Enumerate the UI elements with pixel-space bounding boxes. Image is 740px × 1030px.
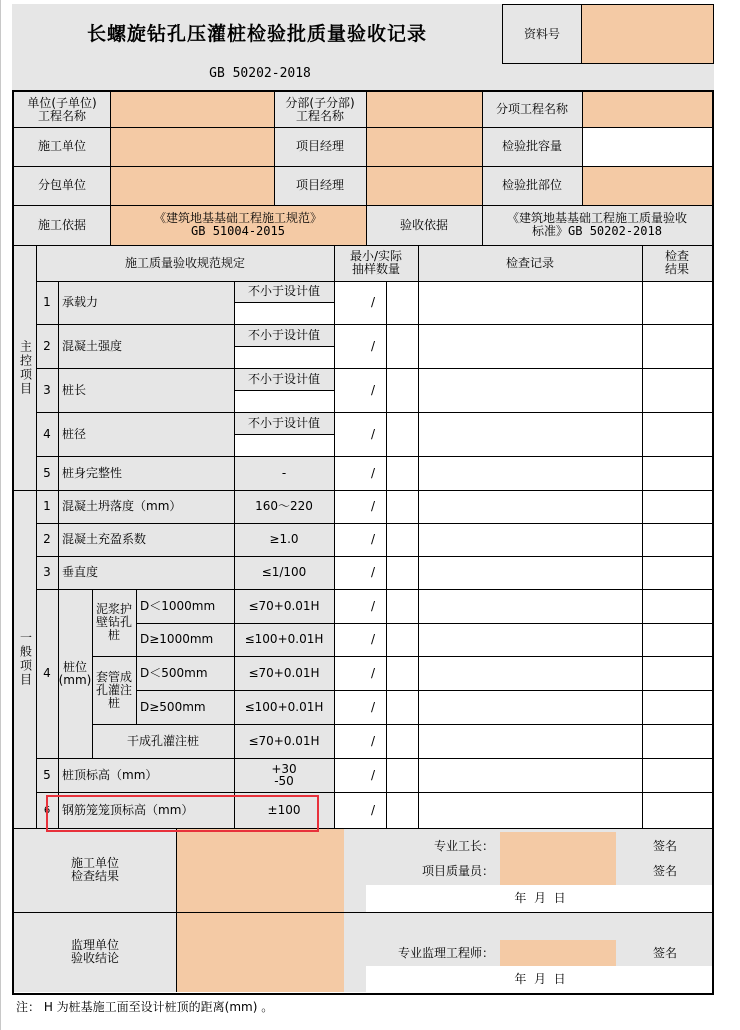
general-item-no: 1 [43,499,51,513]
general-item-name: 钢筋笼笼顶标高（mm） [62,802,194,817]
supervisor-engineer-label: 专业监理工程师： [397,945,494,960]
foreman-signature: 签名 [652,838,677,853]
supervisor-signature: 签名 [652,945,677,960]
general-item-req: 160～220 [255,499,313,513]
header-record: 检查记录 [505,255,554,270]
header-result: 检查 结果 [664,249,689,276]
main-item-name: 承载力 [62,295,99,309]
subcontractor-label: 分包单位 [14,166,110,205]
main-item-req: 不小于设计值 [247,327,320,342]
main-item-no: 3 [43,382,51,397]
general-item-no: 5 [43,767,51,782]
contractor-label: 施工单位 [14,127,110,166]
general-item-no: 3 [43,565,51,579]
supervisor-result-label: 监理单位 验收结论 [14,912,176,992]
division-label: 分部(子分部) 工程名称 [274,92,366,127]
condition-label: D≥500mm [140,699,206,714]
general-item-name: 混凝土坍落度（mm） [62,499,182,513]
general-item-name: 桩顶标高（mm） [62,767,158,782]
group-main: 主控项目 [14,245,36,490]
pm2-label: 项目经理 [274,166,366,205]
header-spec: 施工质量验收规范规定 [124,255,245,270]
group-general: 一般项目 [14,490,36,828]
main-item-value-field[interactable] [234,346,334,368]
supervisor-engineer-field[interactable] [500,940,616,966]
general-item-name: 垂直度 [62,565,99,579]
main-item-name: 桩长 [62,382,87,397]
capacity-field[interactable] [582,127,712,166]
qc-field[interactable] [500,857,616,885]
subitem-label: 分项工程名称 [482,92,582,127]
main-item-name: 桩身完整性 [62,465,123,480]
main-item-req: - [281,465,287,480]
division-field[interactable] [366,92,482,127]
general-item-slash: / [370,699,376,714]
acceptance-label: 验收依据 [366,205,482,245]
pile-position-label: 桩位 (mm) [58,659,92,687]
location-label: 检验批部位 [482,166,582,205]
subcontractor-field[interactable] [110,166,274,205]
main-item-slash: / [370,338,376,353]
main-item-no: 1 [43,295,51,309]
pm-field[interactable] [366,127,482,166]
general-item-no: 2 [43,532,51,546]
general-item-req: ≤100+0.01H [244,699,324,714]
general-item-req: ≤70+0.01H [248,598,320,613]
record-area[interactable] [334,281,712,828]
general-item-req: ≤100+0.01H [244,632,324,646]
general-item-slash: / [370,499,376,513]
pm2-field[interactable] [366,166,482,205]
contractor-result-field[interactable] [176,828,344,912]
capacity-label: 检验批容量 [482,127,582,166]
main-item-value-field[interactable] [234,390,334,412]
casing-pile-label: 套管成 孔灌注 桩 [95,669,132,710]
main-item-slash: / [370,426,376,441]
unit-label: 单位(子单位) 工程名称 [14,92,110,127]
general-item-slash: / [370,598,376,613]
basis-label: 施工依据 [14,205,110,245]
main-item-name: 混凝土强度 [62,338,123,353]
condition-label: D＜500mm [140,665,208,680]
qc-signature: 签名 [652,863,677,878]
general-item-no: 4 [43,666,51,680]
general-item-slash: / [370,665,376,680]
condition-label: D≥1000mm [140,632,214,646]
doc-no-label: 资料号 [502,4,582,64]
main-item-value-field[interactable] [234,302,334,324]
main-item-no: 2 [43,338,51,353]
contractor-result-label: 施工单位 检查结果 [14,828,176,912]
acceptance-value: 《建筑地基基础工程施工质量验收 标准》GB 50202-2018 [482,205,712,245]
general-item-req: ≤1/100 [261,565,307,579]
foreman-field[interactable] [500,832,616,857]
slurry-pile-label: 泥浆护 壁钻孔 桩 [95,602,132,642]
general-item-slash: / [370,733,376,748]
qc-label: 项目质量员： [421,863,494,878]
unit-field[interactable] [110,92,274,127]
general-item-slash: / [370,532,376,546]
general-item-req: ±100 [267,802,301,817]
general-item-slash: / [370,802,376,817]
supervisor-result-field[interactable] [176,912,344,992]
basis-value: 《建筑地基基础工程施工规范》 GB 51004-2015 [110,205,366,245]
page-title: 长螺旋钻孔压灌桩检验批质量验收记录 [86,22,427,45]
main-item-slash: / [370,465,376,480]
header-gap [502,64,714,90]
general-item-slash: / [370,767,376,782]
pm-label: 项目经理 [274,127,366,166]
general-item-req: ≤70+0.01H [248,733,320,748]
highlight-box [46,795,319,832]
main-item-no: 4 [43,426,51,441]
doc-no-field[interactable] [582,4,714,64]
location-field[interactable] [582,166,712,205]
main-item-name: 桩径 [62,426,87,441]
contractor-date: 年 月 日 [514,890,566,905]
general-item-req: +30 -50 [271,762,297,788]
main-item-req: 不小于设计值 [247,371,320,386]
standard-code: GB 50202-2018 [209,65,311,81]
main-item-slash: / [370,295,376,309]
general-item-name: 混凝土充盈系数 [62,532,147,546]
general-item-no: 6 [43,804,51,816]
main-item-slash: / [370,382,376,397]
general-item-slash: / [370,632,376,646]
condition-label: D＜1000mm [140,598,216,613]
general-item-req: ≤70+0.01H [248,665,320,680]
sheet-gridline [0,0,1,1030]
main-item-req: 不小于设计值 [247,415,320,430]
footnote: 注： H 为桩基施工面至设计桩顶的距离(mm) 。 [16,999,274,1014]
foreman-label: 专业工长： [433,838,494,853]
dry-pile-label: 干成孔灌注桩 [126,733,199,748]
supervisor-date: 年 月 日 [514,971,566,986]
subitem-field[interactable] [582,92,712,127]
header-sample: 最小/实际 抽样数量 [349,249,403,276]
main-item-no: 5 [43,465,51,480]
general-item-slash: / [370,565,376,579]
main-item-value-field[interactable] [234,434,334,456]
main-item-req: 不小于设计值 [247,284,320,298]
general-item-req: ≥1.0 [269,532,299,546]
contractor-field[interactable] [110,127,274,166]
